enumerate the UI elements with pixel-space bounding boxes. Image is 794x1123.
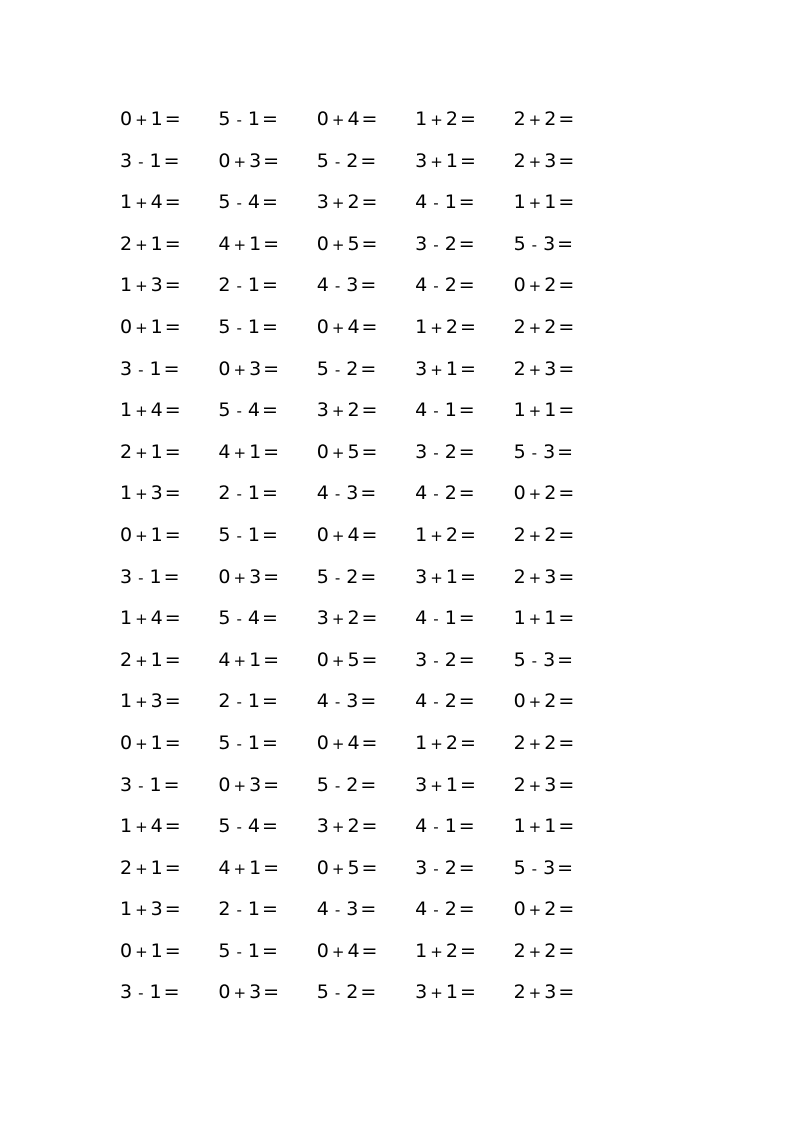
- math-problem: 3 - 1 =: [120, 773, 180, 796]
- math-problem: 3 - 2 =: [415, 440, 475, 463]
- math-problem: 5 - 1 =: [218, 523, 278, 546]
- math-problem: 5 - 3 =: [513, 648, 574, 671]
- problem-row: [120, 980, 620, 1022]
- math-problem: 0 + 1 =: [120, 731, 181, 754]
- problem-row: [120, 773, 620, 815]
- math-problem: 2 - 1 =: [218, 482, 278, 505]
- math-problem: 4 - 3 =: [316, 690, 377, 713]
- math-problem: 3 + 1 =: [415, 981, 476, 1004]
- math-problem: 4 - 2 =: [415, 898, 475, 921]
- math-problem: 0 + 3 =: [218, 981, 280, 1004]
- math-problem: 5 - 1 =: [218, 315, 278, 338]
- math-problem: 5 - 1 =: [218, 731, 278, 754]
- math-problem: 0 + 4 =: [316, 108, 378, 130]
- math-problem: 0 + 4 =: [316, 523, 378, 546]
- math-problem: 4 + 1 =: [218, 440, 280, 463]
- math-problem: 4 - 2 =: [415, 690, 475, 713]
- problem-row: [120, 273, 620, 315]
- math-problem: 5 - 4 =: [218, 607, 278, 630]
- problem-row: [120, 190, 620, 232]
- problem-row: [120, 565, 620, 607]
- problem-row: [120, 856, 620, 898]
- math-problem: 1 + 2 =: [415, 939, 476, 962]
- math-problem: 2 + 2 =: [513, 315, 575, 338]
- math-problem: 4 - 3 =: [316, 482, 377, 505]
- math-problem: 0 + 2 =: [513, 482, 575, 505]
- math-problem: 0 + 1 =: [120, 939, 181, 962]
- math-problem: 0 + 3 =: [218, 773, 280, 796]
- problem-row: [120, 814, 620, 856]
- math-problem: 3 + 2 =: [316, 815, 378, 838]
- problem-row: [120, 897, 620, 939]
- problem-row: [120, 939, 620, 981]
- math-problem: 4 - 1 =: [415, 191, 475, 214]
- math-problem: 1 + 1 =: [513, 815, 575, 838]
- problem-row: [120, 731, 620, 773]
- math-problem: 0 + 3 =: [218, 357, 280, 380]
- math-problem: 4 + 1 =: [218, 648, 280, 671]
- math-problem: 0 + 4 =: [316, 939, 378, 962]
- math-problem: 1 + 1 =: [513, 399, 575, 422]
- math-problem: 4 + 1 =: [218, 856, 280, 879]
- math-problem: 3 + 1 =: [415, 357, 476, 380]
- math-problem: 2 + 2 =: [513, 731, 575, 754]
- math-problem: 5 - 3 =: [513, 856, 574, 879]
- problem-row: [120, 440, 620, 482]
- math-problem: 0 + 3 =: [218, 565, 280, 588]
- math-problem: 1 + 1 =: [513, 607, 575, 630]
- math-problem: 1 + 4 =: [120, 191, 181, 214]
- math-problem: 3 - 1 =: [120, 981, 180, 1004]
- math-problem: 0 + 5 =: [316, 440, 378, 463]
- math-problem: 1 + 1 =: [513, 191, 575, 214]
- math-problem: 2 + 3 =: [513, 981, 575, 1004]
- math-problem: 2 + 2 =: [513, 939, 575, 962]
- math-problem: 3 - 1 =: [120, 357, 180, 380]
- math-problem: 4 - 3 =: [316, 898, 377, 921]
- math-problem: 5 - 3 =: [513, 232, 574, 255]
- math-problem: 1 + 4 =: [120, 815, 181, 838]
- math-problem: 4 - 1 =: [415, 815, 475, 838]
- math-problem: 0 + 5 =: [316, 856, 378, 879]
- math-problem: 1 + 2 =: [415, 731, 476, 754]
- math-problem: 5 - 4 =: [218, 399, 278, 422]
- math-problem: 0 + 1 =: [120, 108, 181, 130]
- math-problem: 4 + 1 =: [218, 232, 280, 255]
- math-problem: 5 - 2 =: [316, 981, 377, 1004]
- problem-row: [120, 357, 620, 399]
- problem-row: [120, 107, 620, 149]
- problem-row: [120, 481, 620, 523]
- math-problem: 2 + 2 =: [513, 523, 575, 546]
- math-problem: 5 - 2 =: [316, 357, 377, 380]
- math-problem: 0 + 5 =: [316, 648, 378, 671]
- math-problem: 2 - 1 =: [218, 898, 278, 921]
- problem-row: [120, 689, 620, 731]
- math-problem: 2 + 1 =: [120, 440, 181, 463]
- math-problem: 3 - 1 =: [120, 149, 180, 172]
- math-problem: 5 - 1 =: [218, 108, 278, 130]
- problem-row: [120, 648, 620, 690]
- math-problem: 0 + 2 =: [513, 274, 575, 297]
- math-problem: 2 - 1 =: [218, 274, 278, 297]
- math-problem: 0 + 4 =: [316, 731, 378, 754]
- math-problem: 4 - 1 =: [415, 399, 475, 422]
- problem-row: [120, 315, 620, 357]
- math-problem: 2 + 2 =: [513, 108, 575, 130]
- math-problem: 5 - 2 =: [316, 149, 377, 172]
- problem-row: [120, 232, 620, 274]
- math-problem: 3 - 1 =: [120, 565, 180, 588]
- math-problem: 3 + 1 =: [415, 773, 476, 796]
- math-problem: 2 + 3 =: [513, 565, 575, 588]
- math-problem: 3 - 2 =: [415, 648, 475, 671]
- math-problem: 3 - 2 =: [415, 232, 475, 255]
- math-problem: 0 + 2 =: [513, 690, 575, 713]
- math-problem: 2 - 1 =: [218, 690, 278, 713]
- math-problem: 5 - 4 =: [218, 191, 278, 214]
- math-problem: 3 + 1 =: [415, 565, 476, 588]
- math-problem: 1 + 2 =: [415, 108, 476, 130]
- math-problem: 5 - 2 =: [316, 565, 377, 588]
- arithmetic-worksheet: [120, 107, 620, 1022]
- math-problem: 1 + 4 =: [120, 607, 181, 630]
- math-problem: 1 + 3 =: [120, 690, 181, 713]
- math-problem: 2 + 1 =: [120, 856, 181, 879]
- math-problem: 0 + 1 =: [120, 315, 181, 338]
- math-problem: 0 + 3 =: [218, 149, 280, 172]
- math-problem: 2 + 1 =: [120, 232, 181, 255]
- math-problem: 5 - 2 =: [316, 773, 377, 796]
- math-problem: 0 + 1 =: [120, 523, 181, 546]
- math-problem: 3 + 1 =: [415, 149, 476, 172]
- math-problem: 0 + 2 =: [513, 898, 575, 921]
- math-problem: 3 + 2 =: [316, 191, 378, 214]
- math-problem: 4 - 2 =: [415, 482, 475, 505]
- math-problem: 5 - 4 =: [218, 815, 278, 838]
- problem-row: [120, 398, 620, 440]
- math-problem: 1 + 2 =: [415, 523, 476, 546]
- math-problem: 4 - 1 =: [415, 607, 475, 630]
- problem-row: [120, 523, 620, 565]
- math-problem: 2 + 1 =: [120, 648, 181, 671]
- math-problem: 5 - 3 =: [513, 440, 574, 463]
- math-problem: 4 - 2 =: [415, 274, 475, 297]
- math-problem: 0 + 5 =: [316, 232, 378, 255]
- math-problem: 0 + 4 =: [316, 315, 378, 338]
- math-problem: 2 + 3 =: [513, 773, 575, 796]
- math-problem: 1 + 4 =: [120, 399, 181, 422]
- math-problem: 1 + 2 =: [415, 315, 476, 338]
- math-problem: 5 - 1 =: [218, 939, 278, 962]
- math-problem: 1 + 3 =: [120, 482, 181, 505]
- math-problem: 2 + 3 =: [513, 357, 575, 380]
- math-problem: 3 - 2 =: [415, 856, 475, 879]
- math-problem: 3 + 2 =: [316, 399, 378, 422]
- problem-row: [120, 149, 620, 191]
- math-problem: 3 + 2 =: [316, 607, 378, 630]
- math-problem: 2 + 3 =: [513, 149, 575, 172]
- problem-row: [120, 606, 620, 648]
- math-problem: 1 + 3 =: [120, 898, 181, 921]
- math-problem: 1 + 3 =: [120, 274, 181, 297]
- math-problem: 4 - 3 =: [316, 274, 377, 297]
